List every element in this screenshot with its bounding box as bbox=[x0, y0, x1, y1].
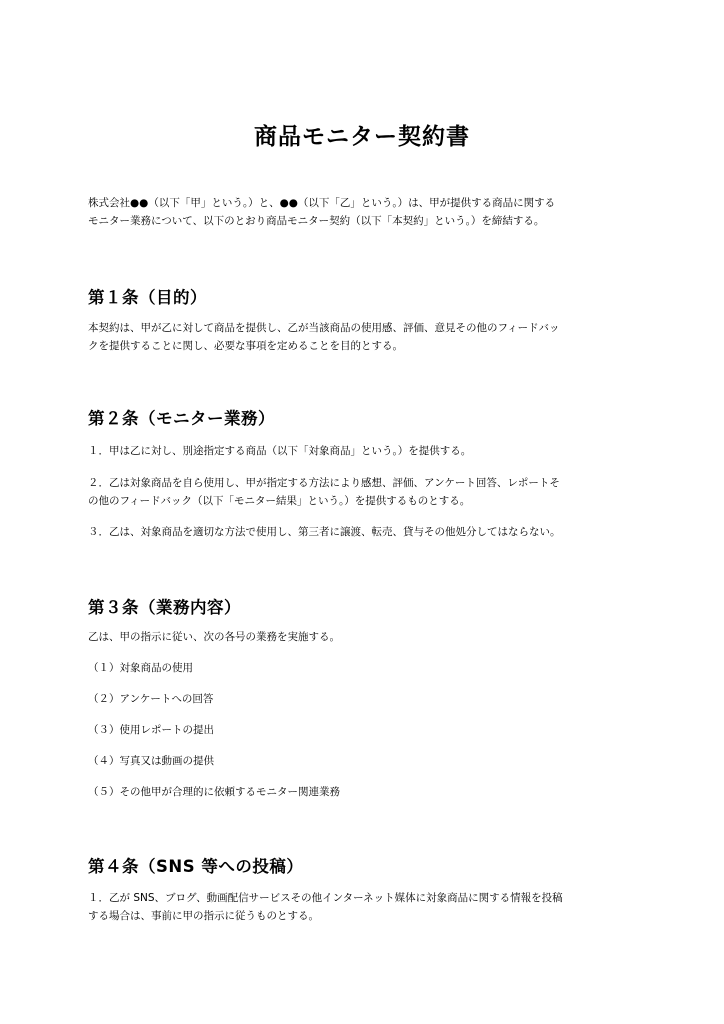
article-4-heading: 第４条（SNS 等への投稿） bbox=[88, 857, 304, 876]
clause-line: ２．乙は対象商品を自ら使用し、甲が指定する方法により感想、評価、アンケート回答、レポートそ bbox=[88, 477, 560, 489]
clause-line: する場合は、事前に甲の指示に従うものとする。 bbox=[88, 910, 319, 922]
article-2-clause-1 bbox=[88, 442, 640, 460]
document-title: 商品モニター契約書 bbox=[254, 124, 470, 150]
article-1-body-line: クを提供することに関し、必要な事項を定めることを目的とする。 bbox=[88, 340, 403, 352]
article-3-intro: 乙は、甲の指示に従い、次の各号の業務を実施する。 bbox=[88, 631, 340, 643]
clause-line: １．乙が SNS、ブログ、動画配信サービスその他インターネット媒体に対象商品に関する情報を投稿 bbox=[88, 892, 563, 904]
article-3-item-1: （１）対象商品の使用 bbox=[88, 662, 193, 674]
preamble-paragraph bbox=[88, 194, 640, 230]
article-4-clause-1 bbox=[88, 889, 640, 925]
article-3-item-3: （３）使用レポートの提出 bbox=[88, 724, 214, 736]
article-3-item-4: （４）写真又は動画の提供 bbox=[88, 755, 214, 767]
article-2-heading: 第２条（モニター業務） bbox=[88, 409, 275, 428]
article-3-item-5: （５）その他甲が合理的に依頼するモニター関連業務 bbox=[88, 786, 340, 798]
article-1-heading: 第１条（目的） bbox=[88, 288, 207, 307]
article-3-heading: 第３条（業務内容） bbox=[88, 598, 241, 617]
article-2-clause-3 bbox=[88, 523, 640, 541]
clause-line: ３．乙は、対象商品を適切な方法で使用し、第三者に譲渡、転売、貸与その他処分してはならない。 bbox=[88, 526, 561, 538]
article-1-body bbox=[88, 319, 640, 355]
preamble-line: 株式会社●●（以下「甲」という。）と、●●（以下「乙」という。）は、甲が提供する商品に関する bbox=[88, 197, 556, 209]
preamble-line: モニター業務について、以下のとおり商品モニター契約（以下「本契約」という。）を締結する。 bbox=[88, 215, 545, 227]
article-1-body-line: 本契約は、甲が乙に対して商品を提供し、乙が当該商品の使用感、評価、意見その他のフィードバッ bbox=[88, 322, 560, 334]
article-2-clause-2 bbox=[88, 474, 640, 510]
clause-line: １．甲は乙に対し、別途指定する商品（以下「対象商品」という。）を提供する。 bbox=[88, 445, 472, 457]
article-3-item-2: （２）アンケートへの回答 bbox=[88, 693, 214, 705]
clause-line: の他のフィードバック（以下「モニター結果」という。）を提供するものとする。 bbox=[88, 495, 471, 507]
